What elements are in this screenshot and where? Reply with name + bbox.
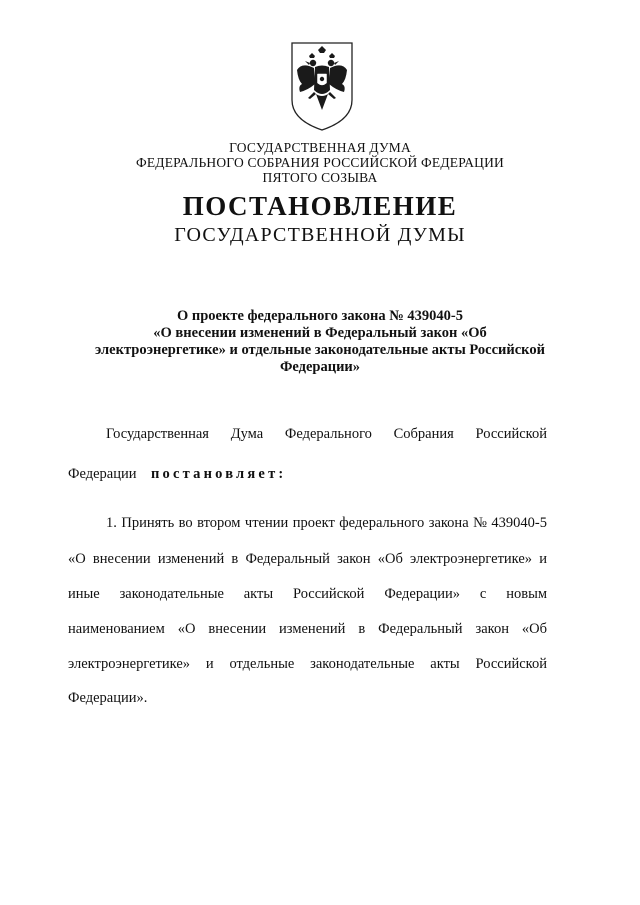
preamble-federation: Федерации [68, 466, 137, 482]
header-line-duma: ГОСУДАРСТВЕННАЯ ДУМА [229, 140, 411, 155]
preamble-line-1: Государственная Дума Федерального Собрания Российской [106, 426, 547, 442]
item1-line-5: электроэнергетике» и отдельные законодательные акты Российской [68, 656, 547, 672]
item1-line-1: 1. Принять во втором чтении проект федерального закона № 439040-5 [106, 515, 547, 531]
document-subtitle: ГОСУДАРСТВЕННОЙ ДУМЫ [174, 224, 466, 246]
item1-line-3: иные законодательные акты Российской Федерации» с новым [68, 586, 547, 602]
subject-line-3: электроэнергетике» и отдельные законодательные акты Российской [95, 342, 545, 358]
document-title: ПОСТАНОВЛЕНИЕ [182, 191, 458, 221]
header-line-assembly: ФЕДЕРАЛЬНОГО СОБРАНИЯ РОССИЙСКОЙ ФЕДЕРАЦИИ [136, 155, 504, 170]
item1-line-2: «О внесении изменений в Федеральный закон «Об электроэнергетике» и [68, 551, 547, 567]
subject-line-1: О проекте федерального закона № 439040-5 [176, 308, 464, 324]
item1-line-6: Федерации». [68, 690, 148, 706]
preamble-line-2 [68, 466, 547, 483]
subject-line-2: «О внесении изменений в Федеральный закон «Об [153, 325, 487, 341]
header-line-convocation: ПЯТОГО СОЗЫВА [262, 170, 378, 185]
subject-line-4: Федерации» [279, 359, 361, 375]
coat-of-arms-icon [288, 40, 356, 132]
preamble-resolves: постановляет: [150, 466, 287, 482]
item1-line-4: наименованием «О внесении изменений в Федеральный закон «Об [68, 621, 547, 637]
